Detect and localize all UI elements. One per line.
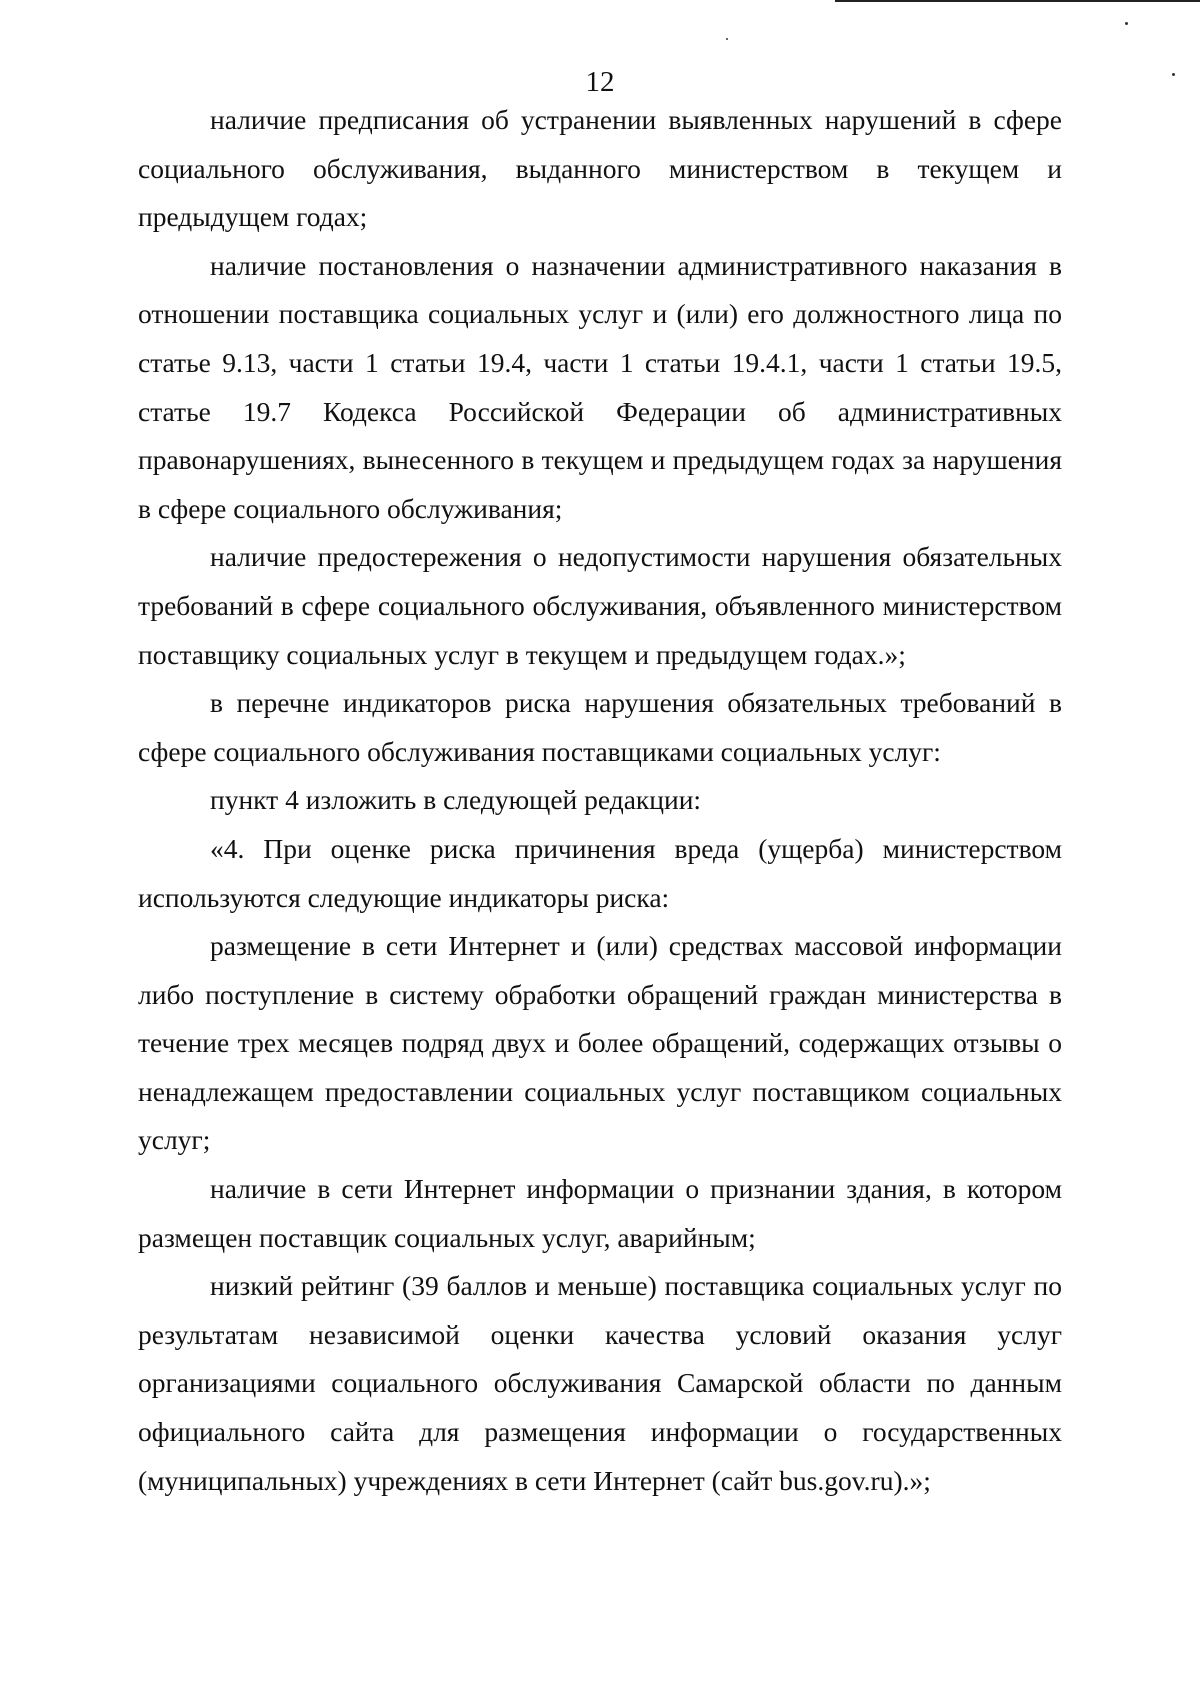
paragraph-item-4-text: «4. При оценке риска причинения вреда (ущерба) министерством используются следующие индикаторы риска:	[138, 832, 1062, 913]
scan-speck	[726, 38, 728, 40]
document-body	[138, 96, 1062, 1505]
paragraph-administrative-penalty: наличие постановления о назначении административного наказания в отношении поставщика социальных услуг и (или) его должностного лица по статье 9.13, части 1 статьи 19.4, части 1 статьи 19.4.1, части 1 статьи 19.5, статье 19.7 Кодекса Российской Федерации об административных правонарушениях, вынесенного в текущем и предыдущем годах за нарушения в сфере социального обслуживания;	[138, 249, 1062, 524]
paragraph-risk-indicators-list: в перечне индикаторов риска нарушения обязательных требований в сфере социального обслуживания поставщиками социальных услуг:	[138, 687, 1062, 767]
paragraph-low-rating: низкий рейтинг (39 баллов и меньше) поставщика социальных услуг по результатам независимой оценки качества условий оказания услуг организациями социального обслуживания Самарской области по данным официального сайта для размещения информации о государственных (муниципальных) учреждениях в сети Интернет (сайт bus.gov.ru).»;	[138, 1270, 1062, 1496]
paragraph-prescription: наличие предписания об устранении выявленных нарушений в сфере социального обслуживания, выданного министерством в текущем и предыдущем годах;	[138, 104, 1062, 233]
paragraph-item-4-intro: пункт 4 изложить в следующей редакции:	[210, 784, 702, 816]
paragraph-internet-complaints: размещение в сети Интернет и (или) средствах массовой информации либо поступление в систему обработки обращений граждан министерства в течение трех месяцев подряд двух и более обращений, содержащих отзывы о ненадлежащем предоставлении социальных услуг поставщиком социальных услуг;	[138, 930, 1062, 1156]
scan-edge-line	[835, 0, 1200, 2]
scan-speck	[1125, 22, 1128, 25]
paragraph-warning: наличие предостережения о недопустимости нарушения обязательных требований в сфере социального обслуживания, объявленного министерством поставщику социальных услуг в текущем и предыдущем годах.»;	[138, 541, 1062, 670]
page-number: 12	[585, 66, 615, 98]
paragraph-emergency-building: наличие в сети Интернет информации о признании здания, в котором размещен поставщик социальных услуг, аварийным;	[138, 1173, 1062, 1253]
